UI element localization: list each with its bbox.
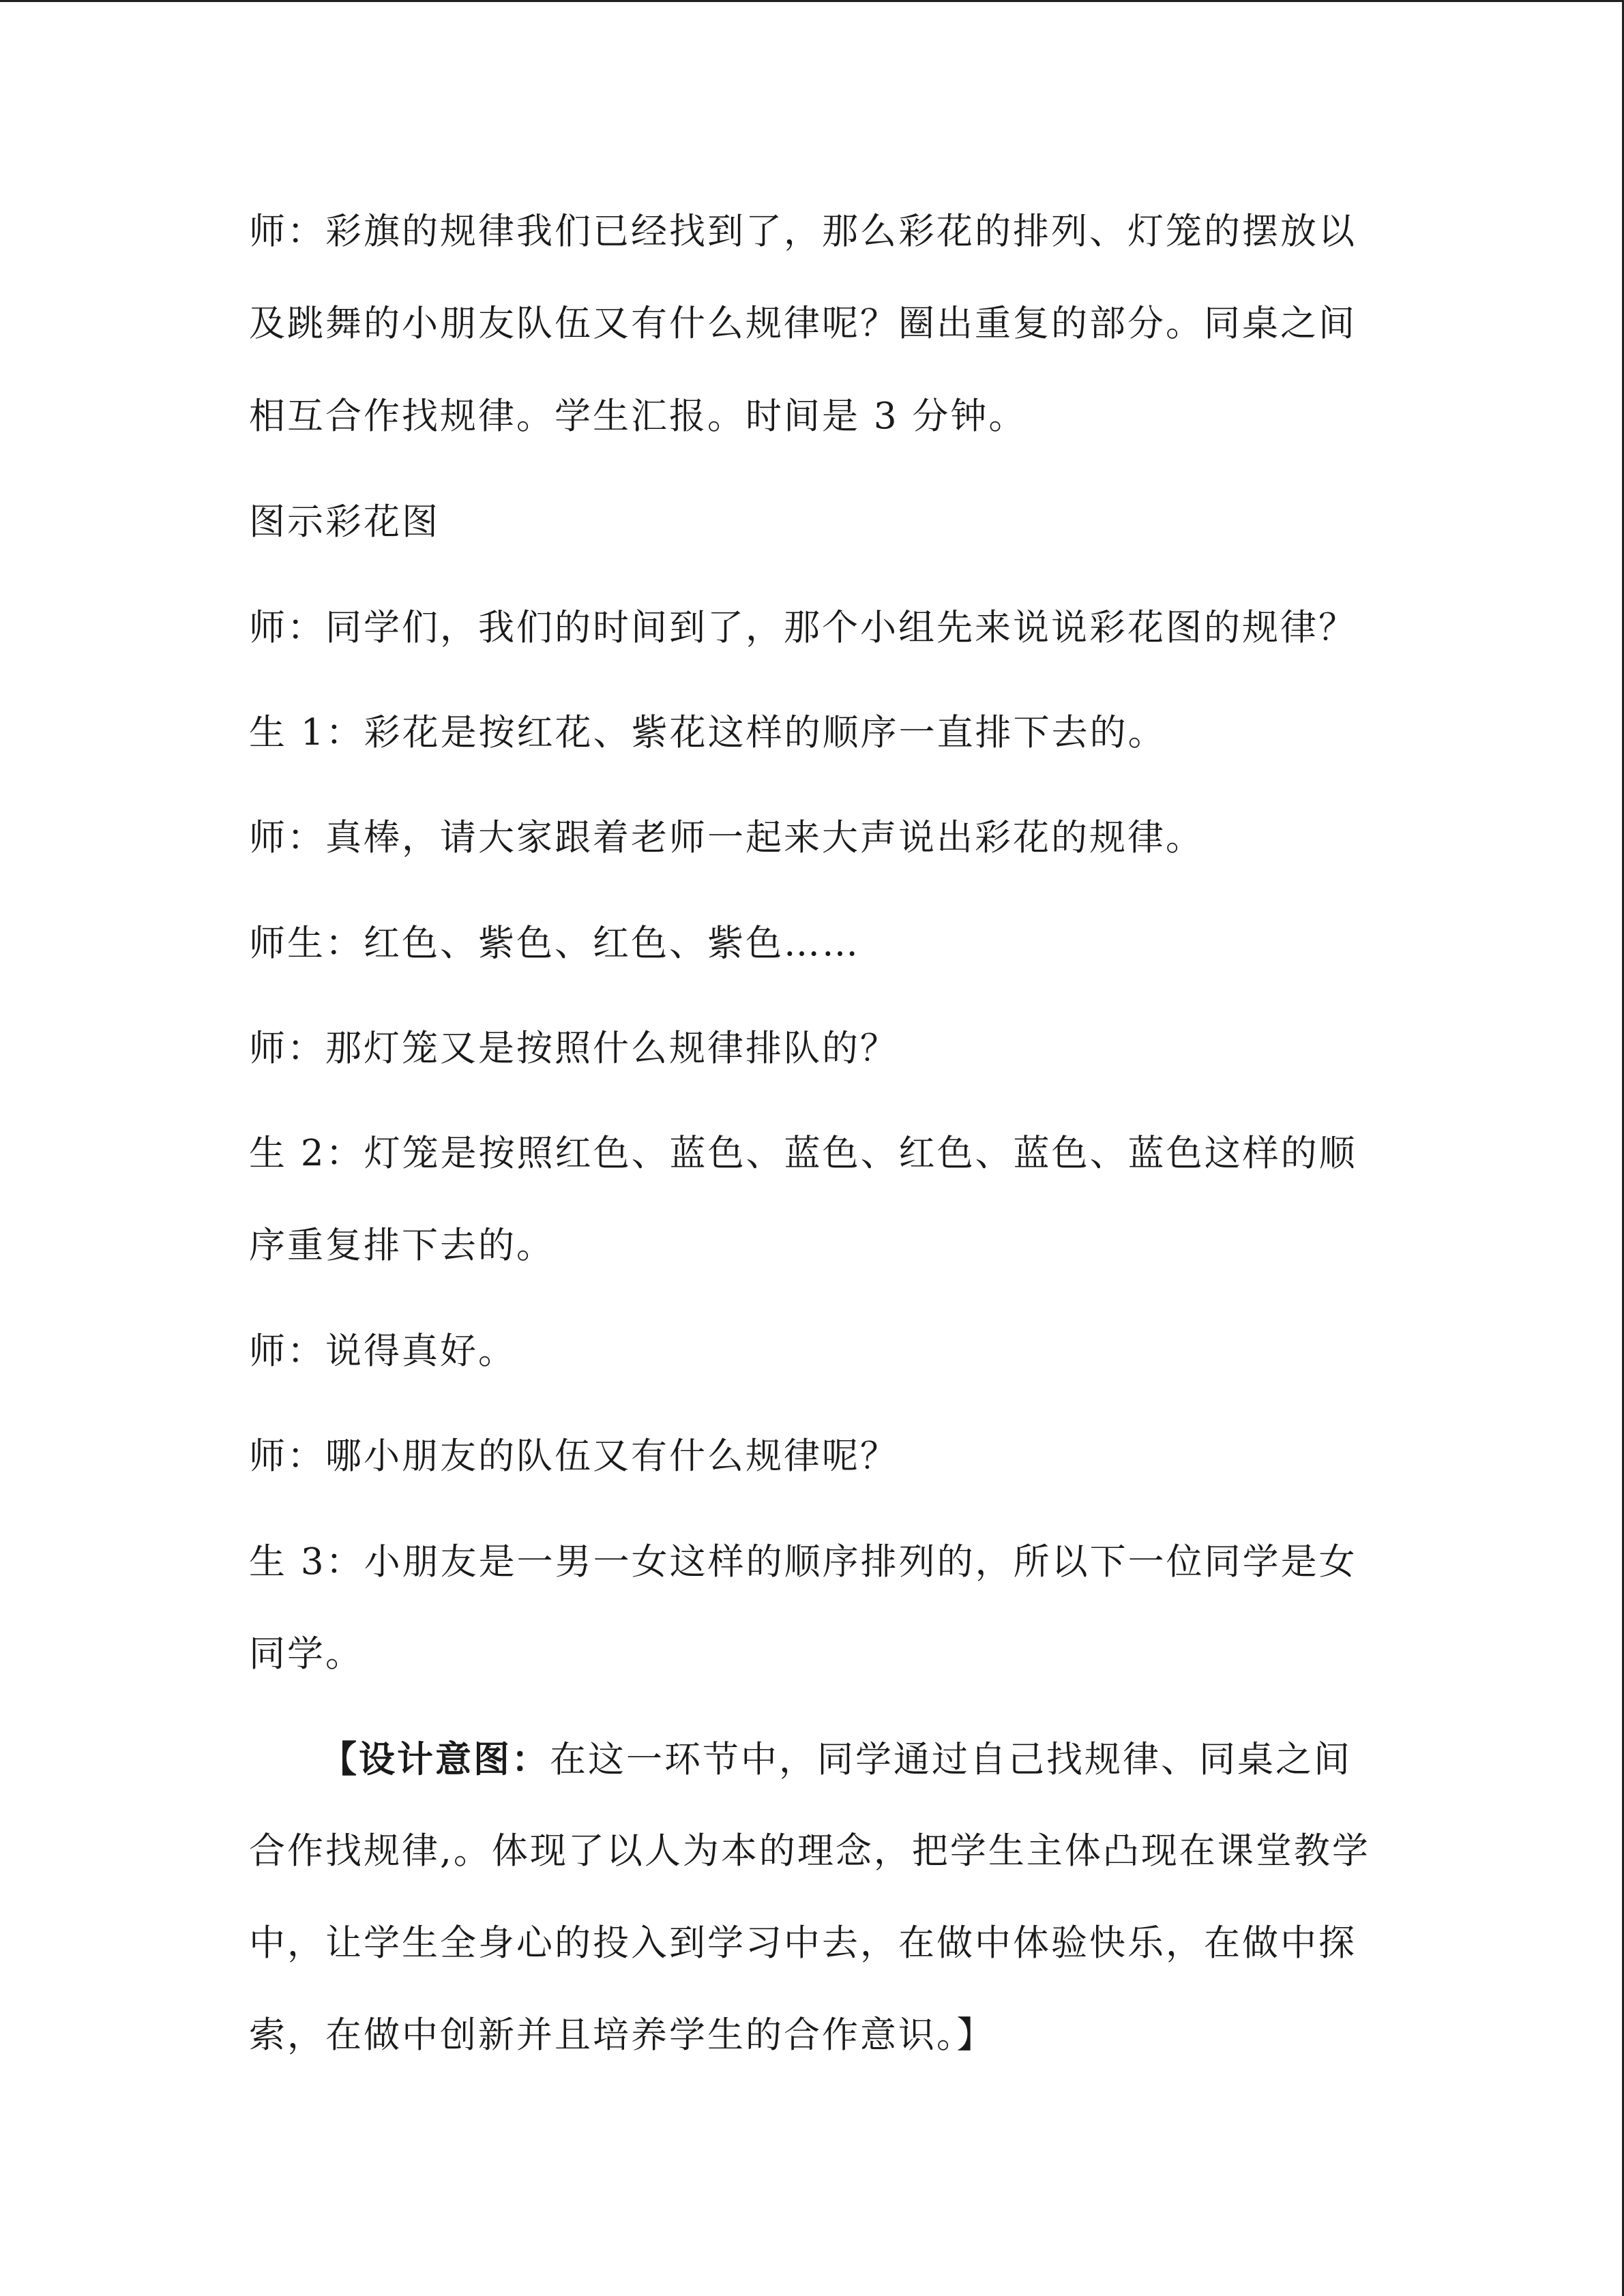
design-intent-label: 【设计意图： xyxy=(321,1738,550,1780)
paragraph-line: 生 2：灯笼是按照红色、蓝色、蓝色、红色、蓝色、蓝色这样的顺 xyxy=(249,1133,1357,1174)
paragraph-line: 生 1：彩花是按红花、紫花这样的顺序一直排下去的。 xyxy=(249,712,1166,754)
paragraph-line: 师：彩旗的规律我们已经找到了，那么彩花的排列、灯笼的摆放以 xyxy=(249,211,1357,252)
paragraph-line: 相互合作找规律。学生汇报。时间是 3 分钟。 xyxy=(249,396,1027,437)
paragraph-line: 师：说得真好。 xyxy=(249,1330,516,1372)
paragraph-line: 生 3：小朋友是一男一女这样的顺序排列的，所以下一位同学是女 xyxy=(249,1541,1357,1583)
paragraph-line: 师：同学们，我们的时间到了，那个小组先来说说彩花图的规律？ xyxy=(249,607,1357,648)
paragraph-line: 师生：红色、紫色、红色、紫色…… xyxy=(249,923,860,964)
paragraph-line: 合作找规律,。体现了以人为本的理念，把学生主体凸现在课堂教学 xyxy=(249,1830,1370,1872)
paragraph-line: 师：哪小朋友的队伍又有什么规律呢？ xyxy=(249,1435,898,1477)
paragraph-line: 图示彩花图 xyxy=(249,501,440,543)
paragraph-line: 序重复排下去的。 xyxy=(249,1225,555,1266)
page-border-top xyxy=(0,0,1624,2)
paragraph-line: 同学。 xyxy=(249,1633,364,1675)
paragraph-line: 及跳舞的小朋友队伍又有什么规律呢？圈出重复的部分。同桌之间 xyxy=(249,303,1357,344)
design-intent-line xyxy=(321,1735,1352,1784)
paragraph-line: 索，在做中创新并且培养学生的合作意识。】 xyxy=(249,2014,995,2056)
paragraph-line: 师：真棒，请大家跟着老师一起来大声说出彩花的规律。 xyxy=(249,817,1204,859)
paragraph-line: 师：那灯笼又是按照什么规律排队的？ xyxy=(249,1028,898,1069)
paragraph-line: 中，让学生全身心的投入到学习中去，在做中体验快乐，在做中探 xyxy=(249,1922,1357,1964)
design-intent-text: 在这一环节中，同学通过自己找规律、同桌之间 xyxy=(550,1739,1352,1780)
